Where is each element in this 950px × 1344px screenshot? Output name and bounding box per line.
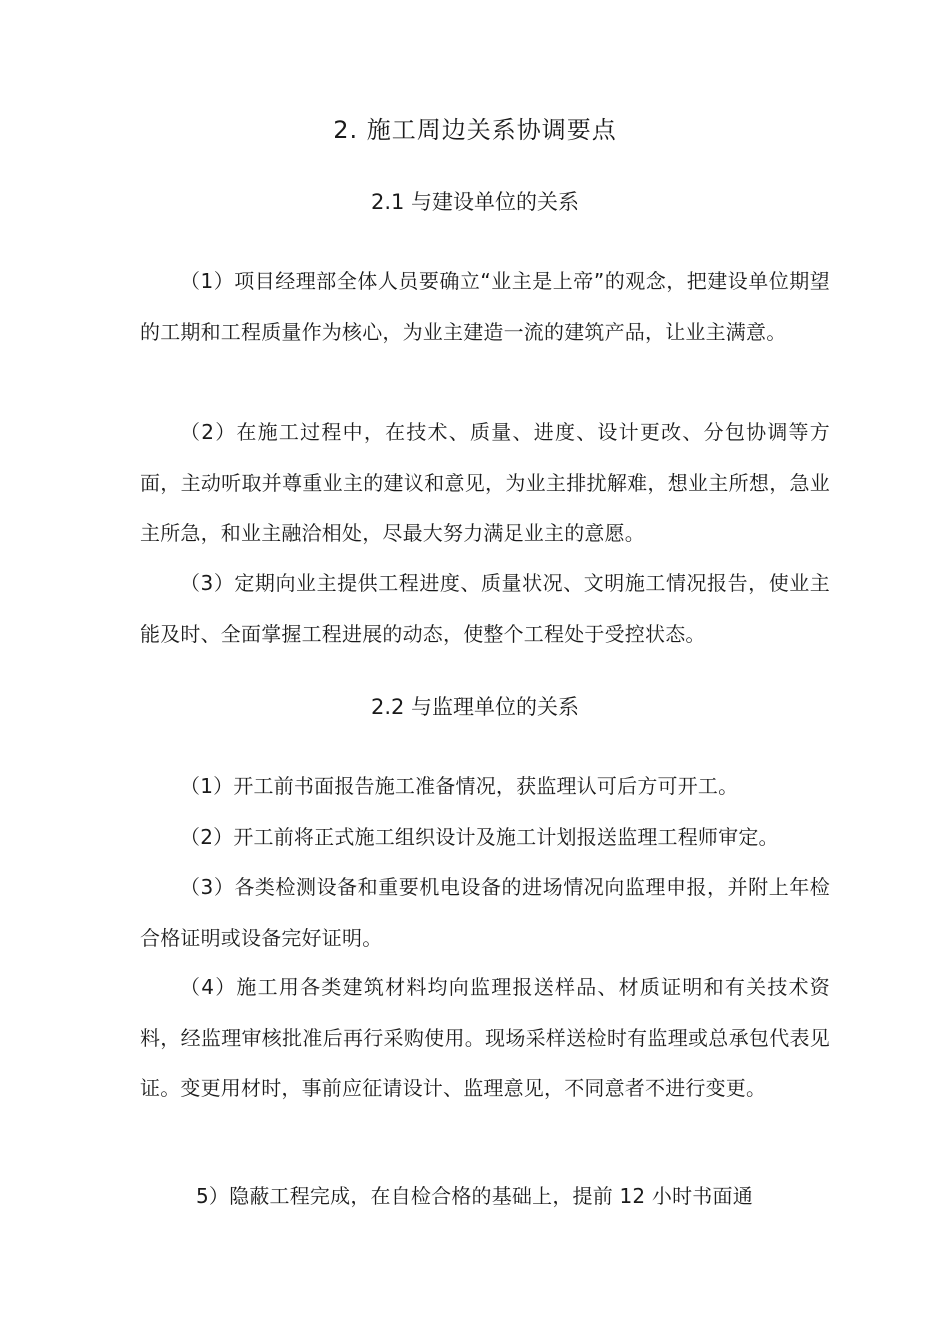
- paragraph-supervision-5: 5）隐蔽工程完成，在自检合格的基础上，提前 12 小时书面通: [196, 1184, 753, 1208]
- subsection-heading-owner: 2.1 与建设单位的关系: [370, 190, 580, 214]
- paragraph-supervision-1: （1）开工前书面报告施工准备情况，获监理认可后方可开工。: [180, 774, 739, 798]
- paragraph-owner-3: （3）定期向业主提供工程进度、质量状况、文明施工情况报告，使业主能及时、全面掌握工程进展的动态，使整个工程处于受控状态。: [140, 571, 830, 646]
- section-heading: 2. 施工周边关系协调要点: [333, 116, 617, 144]
- paragraph-supervision-3: （3）各类检测设备和重要机电设备的进场情况向监理申报，并附上年检合格证明或设备完好证明。: [140, 875, 830, 950]
- paragraph-supervision-2: （2）开工前将正式施工组织设计及施工计划报送监理工程师审定。: [180, 825, 779, 849]
- paragraph-owner-1: （1）项目经理部全体人员要确立“业主是上帝”的观念，把建设单位期望的工期和工程质量作为核心，为业主建造一流的建筑产品，让业主满意。: [140, 269, 830, 344]
- paragraph-supervision-4: （4）施工用各类建筑材料均向监理报送样品、材质证明和有关技术资料，经监理审核批准后再行采购使用。现场采样送检时有监理或总承包代表见证。变更用材时，事前应征请设计、监理意见，不同意者不进行变更。: [140, 975, 830, 1100]
- subsection-heading-supervision: 2.2 与监理单位的关系: [370, 695, 580, 719]
- paragraph-owner-2: （2）在施工过程中，在技术、质量、进度、设计更改、分包协调等方面，主动听取并尊重业主的建议和意见，为业主排扰解难，想业主所想，急业主所急，和业主融洽相处，尽最大努力满足业主的意愿。: [140, 420, 830, 545]
